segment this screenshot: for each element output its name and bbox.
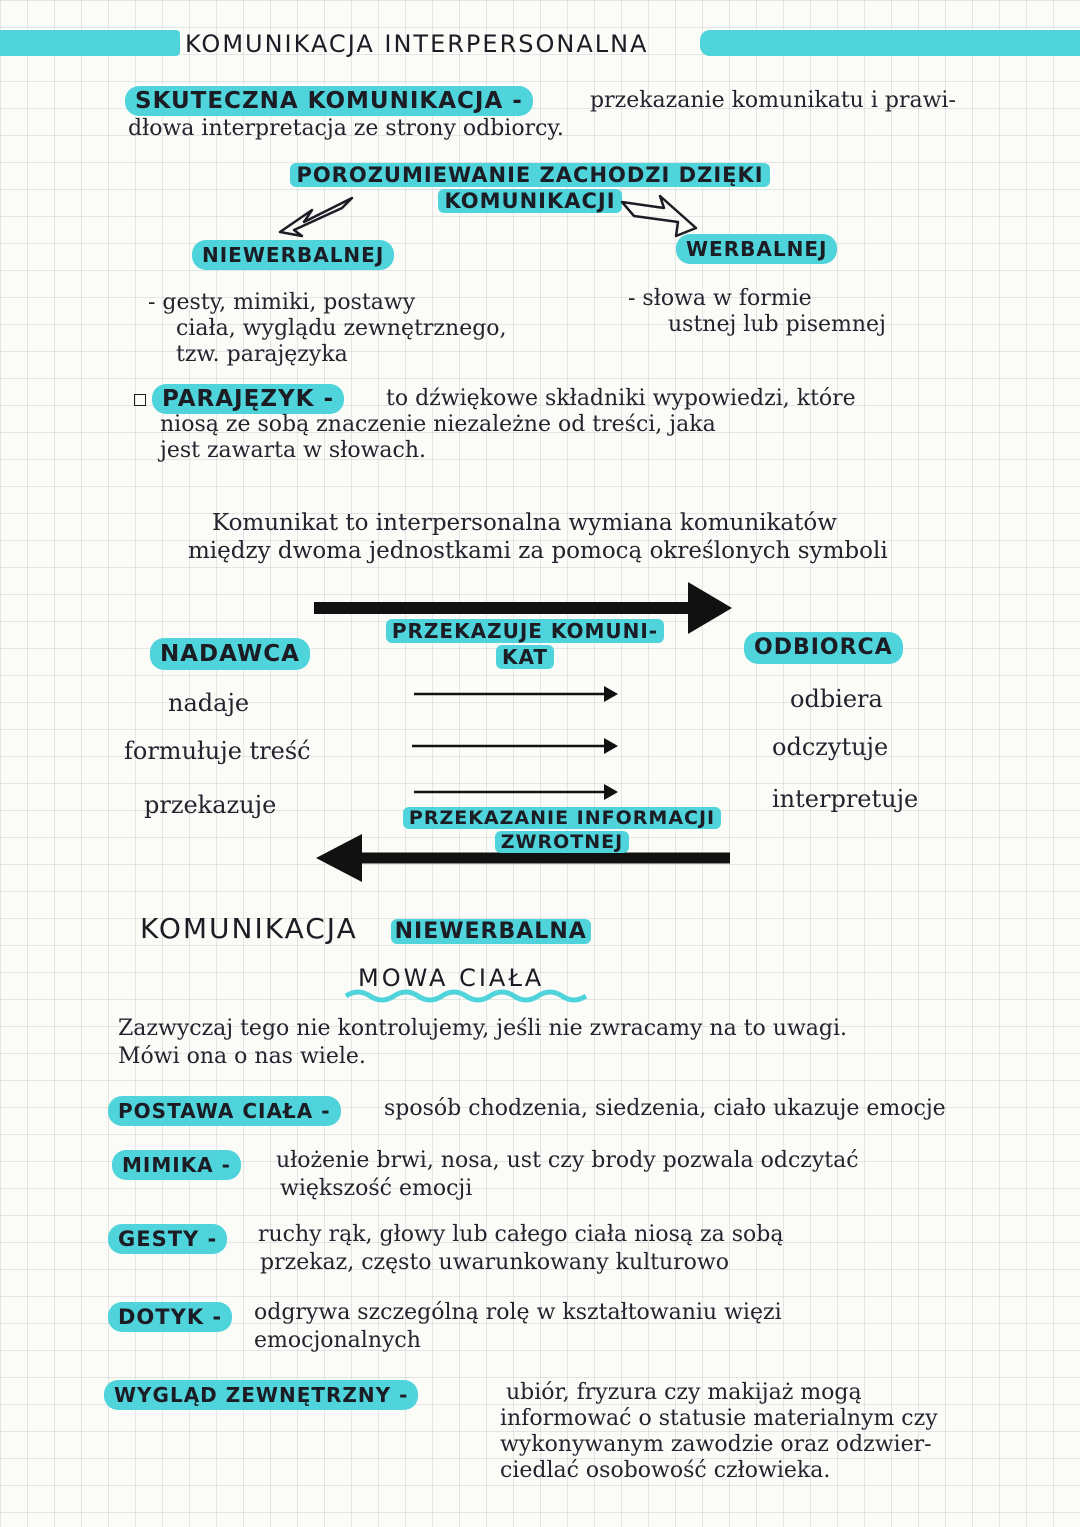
mowa-ciala-heading: MOWA CIAŁA [358,964,545,992]
receiver-action-3: interpretuje [772,785,919,813]
sender-action-2: formułuje treść [124,737,311,765]
term-mimika-line2: większość emocji [280,1176,473,1201]
term-dotyk-line1: odgrywa szczególną rolę w kształtowaniu więzi [254,1300,782,1325]
top-arrow-label-2: KAT [496,645,554,669]
parajezyk-term: PARAJĘZYK - [152,384,344,414]
page-title: KOMUNIKACJA INTERPERSONALNA [185,30,649,58]
niewerbalna-heading-2: NIEWERBALNA [391,919,591,944]
niewerbalnej-line3: tzw. parajęzyka [176,342,348,367]
sender-action-1: nadaje [168,689,250,717]
term-gesty-line1: ruchy rąk, głowy lub całego ciała niosą za sobą [258,1222,784,1247]
bottom-arrow-label-2: ZWROTNEJ [495,831,629,853]
term-wyglad-line1: ubiór, fryzura czy makijaż mogą [506,1380,862,1405]
term-wyglad-line3: wykonywanym zawodzie oraz odzwier- [500,1432,932,1457]
werbalnej-line2: ustnej lub pisemnej [668,312,886,337]
porozumiewanie-line2: KOMUNIKACJI [438,189,621,213]
term-postawa: POSTAWA CIAŁA - [108,1096,341,1126]
parajezyk-line3: jest zawarta w słowach. [160,438,427,463]
term-mimika-line1: ułożenie brwi, nosa, ust czy brody pozwala odczytać [276,1148,859,1173]
term-postawa-line1: sposób chodzenia, siedzenia, ciało ukazuje emocje [384,1096,946,1121]
term-wyglad: WYGLĄD ZEWNĘTRZNY - [104,1380,418,1410]
sender-action-3: przekazuje [144,791,277,819]
niewerbalnej-label: NIEWERBALNEJ [192,240,394,270]
receiver-label: ODBIORCA [744,632,903,664]
werbalnej-label: WERBALNEJ [676,234,837,264]
skuteczna-line1: przekazanie komunikatu i prawi- [590,88,956,113]
term-dotyk-line2: emocjonalnych [254,1328,421,1353]
niewerbalnej-line2: ciała, wyglądu zewnętrznego, [176,316,507,341]
skuteczna-term: SKUTECZNA KOMUNIKACJA - [125,86,533,116]
porozumiewanie-line1: POROZUMIEWANIE ZACHODZI DZIĘKI [290,163,769,187]
niewerbalna-heading-1: KOMUNIKACJA [140,912,358,945]
sender-label: NADAWCA [150,638,310,670]
parajezyk-line2: niosą ze sobą znaczenie niezależne od treści, jaka [160,412,716,437]
term-mimika: MIMIKA - [112,1150,241,1180]
werbalnej-line1: - słowa w formie [628,286,812,311]
parajezyk-line1: to dźwiękowe składniki wypowiedzi, które [386,386,856,411]
receiver-action-1: odbiera [790,685,883,713]
term-gesty-line2: przekaz, często uwarunkowany kulturowo [260,1250,730,1275]
niewerbalna-intro-2: Mówi ona o nas wiele. [118,1044,366,1069]
niewerbalna-intro-1: Zazwyczaj tego nie kontrolujemy, jeśli nie zwracamy na to uwagi. [118,1016,848,1041]
niewerbalnej-line1: - gesty, mimiki, postawy [148,290,416,315]
term-gesty: GESTY - [108,1224,227,1254]
komunikat-line2: między dwoma jednostkami za pomocą określonych symboli [188,538,888,564]
receiver-action-2: odczytuje [772,733,889,761]
top-arrow-label-1: PRZEKAZUJE KOMUNI- [386,619,664,643]
term-wyglad-line2: informować o statusie materialnym czy [500,1406,938,1431]
bottom-arrow-label-1: PRZEKAZANIE INFORMACJI [403,807,721,829]
komunikat-line1: Komunikat to interpersonalna wymiana komunikatów [212,510,837,536]
term-dotyk: DOTYK - [108,1302,232,1332]
term-wyglad-line4: ciedlać osobowość człowieka. [500,1458,831,1483]
skuteczna-line2: dłowa interpretacja ze strony odbiorcy. [128,116,564,141]
